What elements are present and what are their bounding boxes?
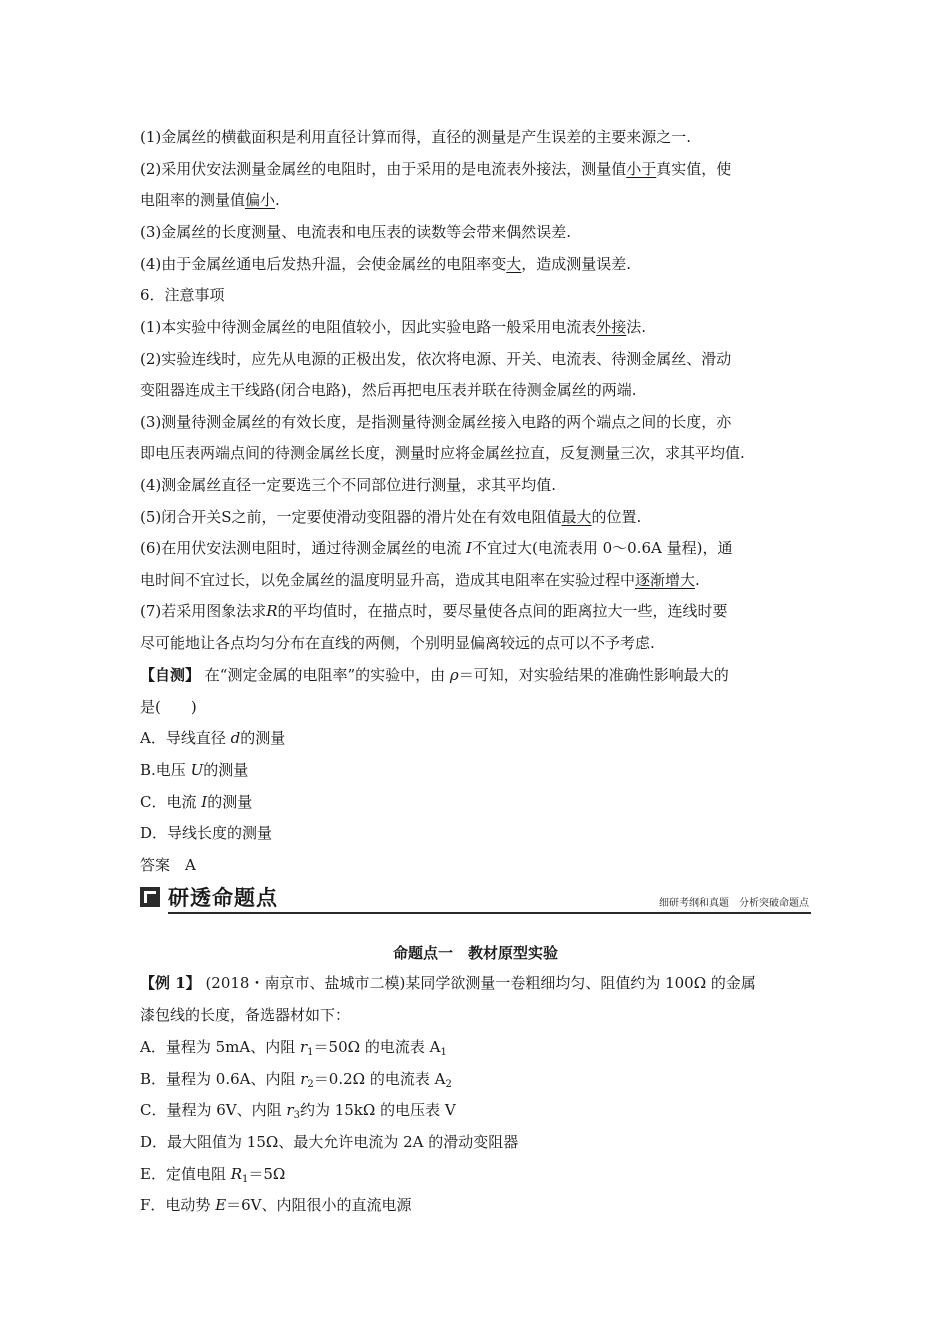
selftest-option-b: B.电压 U的测量	[140, 761, 249, 779]
selftest-option-a: A．导线直径 d的测量	[140, 729, 286, 747]
banner-rule	[168, 912, 811, 914]
example-option-e: E．定值电阻 $R_1=5\Omega$	[140, 1165, 286, 1185]
note-3-line-2: 即电压表两端点间的待测金属丝长度，测量时应将金属丝拉直，反复测量三次，求其平均值.	[140, 444, 745, 462]
example-option-c: C．量程为 6V、内阻 $r_3$约为 15kΩ 的电压表 V	[140, 1101, 456, 1121]
note-5: (5)闭合开关S之前，一定要使滑动变阻器的滑片处在有效电阻值最大的位置.	[140, 508, 642, 526]
note-7-line-1: (7)若采用图象法求R的平均值时，在描点时，要尽量使各点间的距离拉大一些，连线时要	[140, 602, 728, 620]
selftest-stem: 【自测】 在“测定金属的电阻率”的实验中，由 ρ＝可知，对实验结果的准确性影响最大的	[140, 666, 729, 684]
error-item-4: (4)由于金属丝通电后发热升温，会使金属丝的电阻率变大，造成测量误差.	[140, 255, 632, 273]
example-stem: 【例 1】 (2018・南京市、盐城市二模)某同学欲测量一卷粗细均匀、阻值约为 100Ω 的金属	[140, 974, 756, 992]
example-option-b: B．量程为 0.6A、内阻 $r_2=0.2\Omega$ 的电流表 $A_2$	[140, 1070, 452, 1090]
note-1: (1)本实验中待测金属丝的电阻值较小，因此实验电路一般采用电流表外接法.	[140, 318, 647, 336]
example-option-a: A．量程为 5mA、内阻 $r_1=50\Omega$ 的电流表 $A_1$	[140, 1038, 447, 1058]
selftest-answer: 答案 A	[140, 856, 196, 874]
error-item-2-cont: 电阻率的测量值偏小.	[140, 191, 280, 209]
selftest-stem-cont: 是( )	[140, 698, 197, 716]
note-2-line-1: (2)实验连线时，应先从电源的正极出发，依次将电源、开关、电流表、待测金属丝、滑动	[140, 350, 732, 368]
example-stem-cont: 漆包线的长度，备选器材如下：	[140, 1006, 351, 1024]
banner-title: 研透命题点	[168, 886, 278, 910]
note-3-line-1: (3)测量待测金属丝的有效长度，是指测量待测金属丝接入电路的两个端点之间的长度，亦	[140, 413, 732, 431]
error-item-1: (1)金属丝的横截面积是利用直径计算而得，直径的测量是产生误差的主要来源之一.	[140, 128, 692, 146]
error-item-3: (3)金属丝的长度测量、电流表和电压表的读数等会带来偶然误差.	[140, 223, 572, 241]
note-4: (4)测金属丝直径一定要选三个不同部位进行测量，求其平均值.	[140, 476, 557, 494]
example-option-d: D．最大阻值为 15Ω、最大允许电流为 2A 的滑动变阻器	[140, 1133, 519, 1151]
note-2-line-2: 变阻器连成主干线路(闭合电路)，然后再把电压表并联在待测金属丝的两端.	[140, 381, 637, 399]
banner-subtitle: 细研考纲和真题 分析突破命题点	[659, 898, 809, 909]
selftest-option-c: C．电流 I的测量	[140, 793, 253, 811]
example-option-f: F．电动势 E＝6V、内阻很小的直流电源	[140, 1196, 412, 1214]
section-title: 命题点一 教材原型实验	[392, 944, 558, 962]
section-banner	[140, 884, 811, 914]
banner-square-icon	[140, 887, 160, 907]
notes-heading: 6．注意事项	[140, 286, 225, 304]
note-6-line-1: (6)在用伏安法测电阻时，通过待测金属丝的电流 I不宜过大(电流表用 0～0.6A 量程)，通	[140, 539, 733, 557]
note-7-line-2: 尽可能地让各点均匀分布在直线的两侧，个别明显偏离较远的点可以不予考虑.	[140, 634, 655, 652]
note-6-line-2: 电时间不宜过长，以免金属丝的温度明显升高，造成其电阻率在实验过程中逐渐增大.	[140, 571, 700, 589]
error-item-2: (2)采用伏安法测量金属丝的电阻时，由于采用的是电流表外接法，测量值小于真实值，使	[140, 160, 732, 178]
selftest-option-d: D．导线长度的测量	[140, 824, 273, 842]
